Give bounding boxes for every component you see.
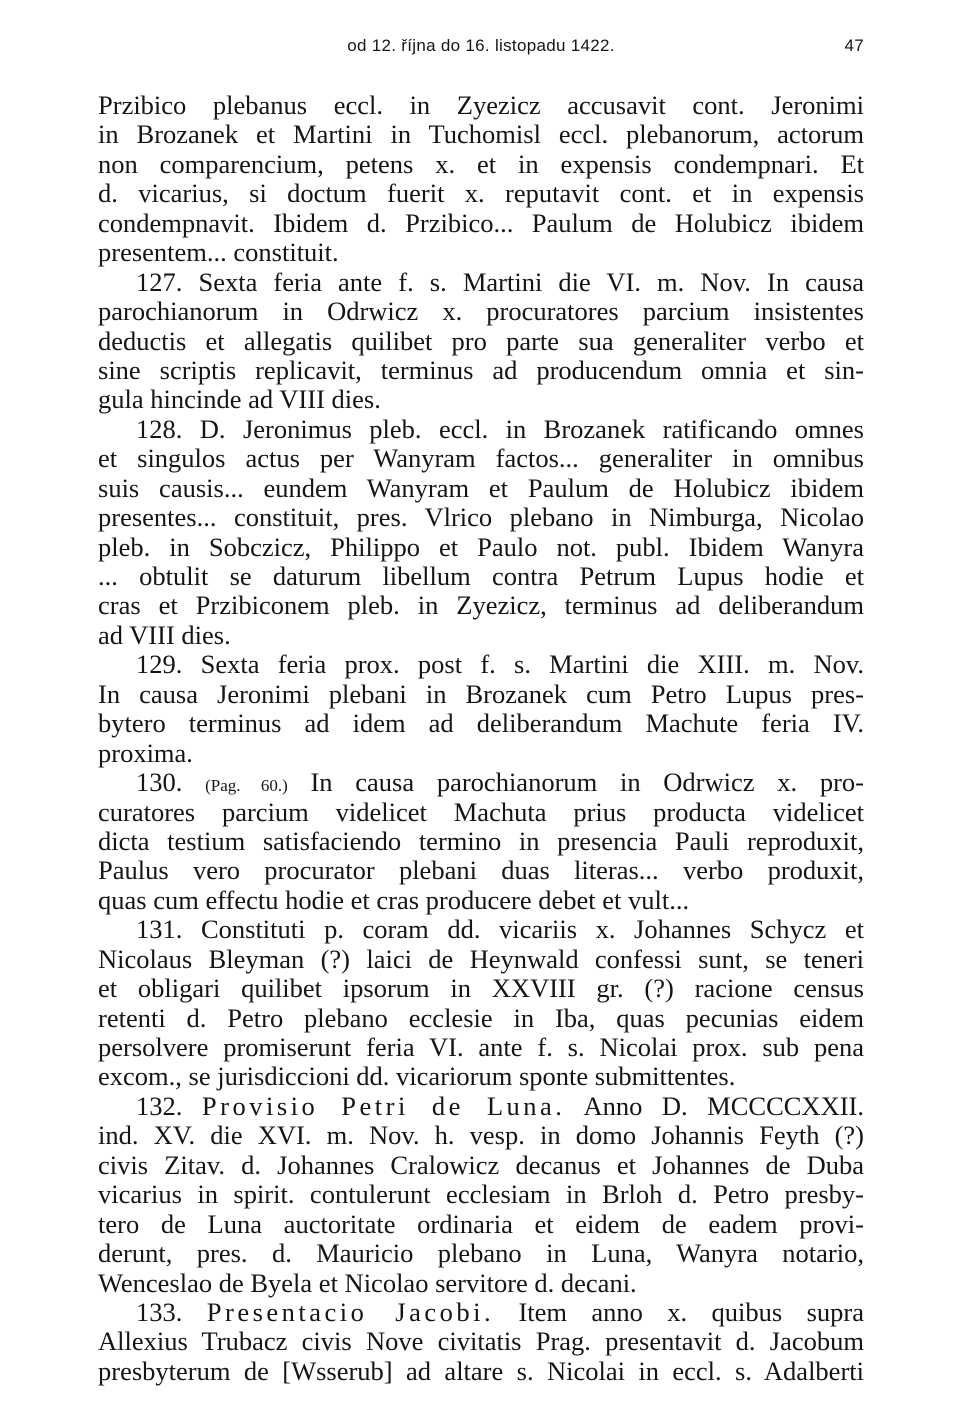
text-line: presentem... constituit. — [98, 237, 339, 268]
entry-start-130 — [98, 768, 864, 797]
text-line: et singulos actus per Wanyram factos... generaliter in omnibus — [98, 443, 864, 474]
entry-heading: Presentacio Jacobi. — [206, 1296, 495, 1327]
entry-number: 132. — [136, 1090, 202, 1121]
text-line: Allexius Trubacz civis Nove civitatis Prag. presentavit d. Jacobum — [98, 1326, 864, 1357]
entry-text: In causa parochianorum in Odrwicz x. pro- — [287, 767, 864, 798]
entry-text: Item anno x. quibus supra — [494, 1296, 864, 1327]
text-line: persolvere promiserunt feria VI. ante f. s. Nicolai prox. sub pena — [98, 1032, 864, 1062]
entry-start-132 — [98, 1092, 864, 1121]
text-line: deductis et allegatis quilibet pro parte sua generaliter verbo et — [98, 325, 864, 356]
entry-start-129: 129. Sexta feria prox. post f. s. Martini die XIII. m. Nov. — [136, 649, 864, 680]
text-line: bytero terminus ad idem ad deliberandum Machute feria IV. — [98, 708, 864, 739]
text-line: presbyterum de [Wsserub] ad altare s. Nicolai in eccl. s. Adalberti — [98, 1355, 864, 1386]
text-line: Nicolaus Bleyman (?) laici de Heynwald confessi sunt, se teneri — [98, 943, 864, 974]
entry-text: Anno D. MCCCCXXII. — [565, 1090, 864, 1121]
text-line: ind. XV. die XVI. m. Nov. h. vesp. in domo Johannis Feyth (?) — [98, 1120, 864, 1151]
entry-start-127: 127. Sexta feria ante f. s. Martini die VI. m. Nov. In causa — [136, 266, 864, 297]
text-line: proxima. — [98, 737, 193, 768]
text-line: curatores parcium videlicet Machuta prius producta videlicet — [98, 796, 864, 827]
text-line: dicta testium satisfaciendo termino in presencia Pauli reproduxit, — [98, 825, 864, 856]
text-line: ... obtulit se daturum libellum contra Petrum Lupus hodie et — [98, 561, 864, 591]
text-line: vicarius in spirit. contulerunt ecclesiam in Brloh d. Petro presby- — [98, 1179, 864, 1210]
entry-number: 133. — [136, 1296, 207, 1327]
entry-start-131: 131. Constituti p. coram dd. vicariis x. Johannes Schycz et — [136, 914, 864, 945]
text-line: suis causis... eundem Wanyram et Paulum de Holubicz ibidem — [98, 472, 864, 503]
text-line: d. vicarius, si doctum fuerit x. reputavit cont. et in expensis — [98, 178, 864, 209]
text-line: gula hincinde ad VIII dies. — [98, 384, 381, 415]
text-line: et obligari quilibet ipsorum in XXVIII gr. (?) racione census — [98, 973, 864, 1004]
text-line: pleb. in Sobczicz, Philippo et Paulo not. publ. Ibidem Wanyra — [98, 531, 864, 562]
text-line: cras et Przibiconem pleb. in Zyezicz, terminus ad deliberandum — [98, 590, 864, 621]
text-line: tero de Luna auctoritate ordinaria et eidem de eadem provi- — [98, 1208, 864, 1239]
entry-start-128: 128. D. Jeronimus pleb. eccl. in Brozanek ratificando omnes — [136, 413, 864, 444]
text-line: condempnavit. Ibidem d. Przibico... Paulum de Holubicz ibidem — [98, 207, 864, 238]
text-line: Paulus vero procurator plebani duas literas... verbo produxit, — [98, 855, 864, 886]
page-reference: (Pag. 60.) — [205, 776, 288, 796]
text-line: Przibico plebanus eccl. in Zyezicz accusavit cont. Jeronimi — [98, 90, 864, 120]
text-line: Wenceslao de Byela et Nicolao servitore d. decani. — [98, 1267, 637, 1298]
text-line: sine scriptis replicavit, terminus ad producendum omnia et sin- — [98, 354, 864, 385]
running-head — [98, 36, 864, 66]
text-line: quas cum effectu hodie et cras producere debet et vult... — [98, 884, 690, 915]
body-text — [98, 91, 864, 1386]
text-line: non comparencium, petens x. et in expensis condempnari. Et — [98, 148, 864, 179]
page-number: 47 — [844, 36, 864, 55]
text-line: In causa Jeronimi plebani in Brozanek cum Petro Lupus pres- — [98, 678, 864, 709]
text-line: excom., se jurisdiccioni dd. vicariorum sponte submittentes. — [98, 1061, 736, 1092]
entry-heading: Provisio Petri de Luna. — [201, 1090, 566, 1121]
text-line: civis Zitav. d. Johannes Cralowicz decanus et Johannes de Duba — [98, 1149, 864, 1180]
text-line: derunt, pres. d. Mauricio plebano in Luna, Wanyra notario, — [98, 1238, 864, 1269]
entry-start-133 — [98, 1298, 864, 1327]
entry-number: 130. — [136, 767, 206, 798]
running-title: od 12. října do 16. listopadu 1422. — [347, 36, 615, 55]
text-line: parochianorum in Odrwicz x. procuratores parcium insistentes — [98, 296, 864, 327]
text-line: retenti d. Petro plebano ecclesie in Iba, quas pecunias eidem — [98, 1002, 864, 1033]
text-line: in Brozanek et Martini in Tuchomisl eccl. plebanorum, actorum — [98, 119, 864, 150]
text-line: ad VIII dies. — [98, 619, 231, 650]
text-line: presentes... constituit, pres. Vlrico plebano in Nimburga, Nicolao — [98, 502, 864, 533]
